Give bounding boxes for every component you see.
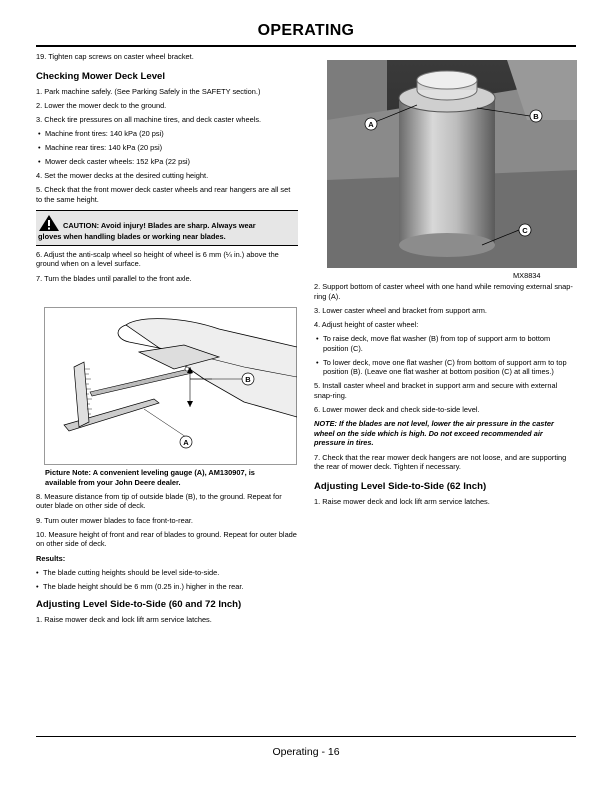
right-step-6: 6. Lower mower deck and check side-to-side level. [314,405,480,415]
left-column-top [36,52,298,288]
heading-deck-level: Checking Mower Deck Level [36,70,166,82]
adjust-list [314,334,576,377]
step-10: 10. Measure height of front and rear of blades to ground. Repeat for outer blade on other side of deck. [36,529,297,549]
photo-callout-a: A [368,120,374,129]
page-title: OPERATING [257,22,355,39]
picture-note: Picture Note: A convenient leveling gauge (A), AM130907, is available from your John Deere dealer. [45,468,255,487]
caution-box [36,210,298,246]
left-column-bottom [36,468,298,629]
right-step-3: 3. Lower caster wheel and bracket from support arm. [314,305,487,315]
photo-callout-c: C [522,226,528,235]
callout-a-label: A [183,438,189,447]
results-label: Results: [36,553,66,563]
step-1: 1. Park machine safely. (See Parking Safely in the SAFETY section.) [36,86,261,96]
callout-b-label: B [245,375,251,384]
leveling-gauge-illustration [44,307,297,465]
footer-rule [36,736,576,737]
step-2: 2. Lower the mower deck to the ground. [36,100,167,110]
step-4: 4. Set the mower decks at the desired cutting height. [36,170,209,180]
photo-callout-b: B [533,112,539,121]
photo-code: MX8834 [513,271,541,280]
right-step-7: 7. Check that the rear mower deck hangers are not loose, and are supporting the rear of mower deck. Tighten if necessary. [314,452,567,472]
warning-triangle-icon [38,214,60,232]
page-footer: Operating - 16 [272,746,340,758]
results-list [36,568,298,591]
right-step-5: 5. Install caster wheel and bracket in support arm and secure with external snap-ring. [314,381,558,400]
step-7: 7. Turn the blades until parallel to the front axle. [36,273,192,283]
right-step-4: 4. Adjust height of caster wheel: [314,319,419,329]
step-3: 3. Check tire pressures on all machine tires, and deck caster wheels. [36,114,262,124]
step-9: 9. Turn outer mower blades to face front-to-rear. [36,515,193,525]
caution-line-2: gloves when handling blades or working near blades. [38,232,226,242]
step-5: 5. Check that the front mower deck caster wheels and rear hangers are all set to the same height. [36,185,291,204]
caster-support-arm-photo [327,60,577,268]
heading-side-to-side-62: Adjusting Level Side-to-Side (62 Inch) [314,480,487,492]
step-8: 8. Measure distance from tip of outside blade (B), to the ground. Repeat for outer blade on other side of deck. [36,491,282,511]
adjust-item: • To raise deck, move flat washer (B) from top of support arm to bottom position (C). [314,334,576,353]
heading-side-to-side-60-72: Adjusting Level Side-to-Side (60 and 72 Inch) [36,599,242,611]
adjust-item: • To lower deck, move one flat washer (C) from bottom of support arm to top position (B). (Leave one flat washer at bottom position (C) at all times.) [314,358,576,377]
result-item: • The blade height should be 6 mm (0.25 in.) higher in the rear. [36,582,298,592]
header-rule [36,45,576,47]
pressure-item: • Mower deck caster wheels: 152 kPa (22 psi) [36,157,298,167]
pressure-item: • Machine rear tires: 140 kPa (20 psi) [36,143,298,153]
side-step-1: 1. Raise mower deck and lock lift arm service latches. [36,615,212,625]
step-19: 19. Tighten cap screws on caster wheel bracket. [36,52,194,61]
right-column [314,282,576,511]
pressure-list [36,129,298,166]
step-6: 6. Adjust the anti-scalp wheel so height of wheel is 6 mm (¼ in.) above the ground when on a level surface. [36,249,279,269]
right-side-step-1: 1. Raise mower deck and lock lift arm service latches. [314,496,490,506]
result-item: • The blade cutting heights should be level side-to-side. [36,568,298,578]
caution-line-1: CAUTION: Avoid injury! Blades are sharp. Always wear [38,214,296,232]
right-step-2: 2. Support bottom of caster wheel with one hand while removing external snap-ring (A). [314,282,573,301]
note-text: NOTE: If the blades are not level, lower the air pressure in the caster wheel on the side which is high. Do not exceed recommended air pressure in tires. [314,419,554,448]
pressure-item: • Machine front tires: 140 kPa (20 psi) [36,129,298,139]
